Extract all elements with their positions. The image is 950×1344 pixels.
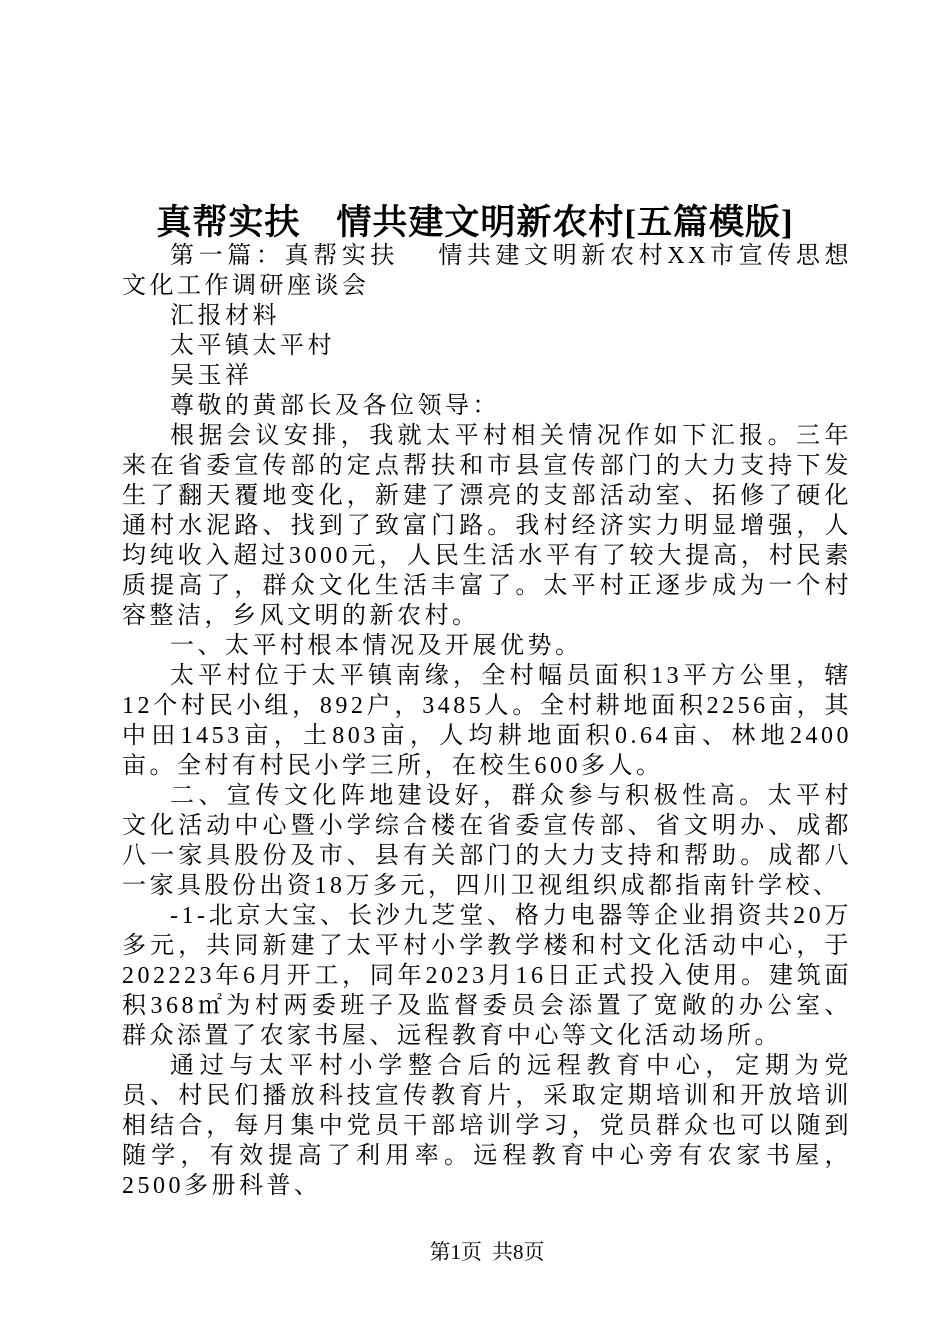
document-title: 真帮实扶 情共建文明新农村[五篇模版]: [156, 203, 794, 243]
paragraph-section-two-heading: 二、宣传文化阵地建设好，群众参与积极性高。太平村文化活动中心暨小学综合楼在省委宣传部、省文明办、成都八一家具股份及市、县有关部门的大力支持和帮助。成都八一家具股份出资18万多元，四川卫视组织成都指南针学校、: [122, 783, 852, 899]
paragraph-report-material: 汇报材料: [170, 303, 280, 329]
paragraph-author-name: 吴玉祥: [170, 363, 253, 389]
paragraph-section-one-heading: 一、太平村根本情况及开展优势。: [170, 633, 583, 659]
page-number-label: 第1页: [429, 1240, 482, 1264]
paragraph-section-two-body: -1-北京大宝、长沙九芝堂、格力电器等企业捐资共20万多元，共同新建了太平村小学教学楼和村文化活动中心，于202223年6月开工，同年2023月16日正式投入使用。建筑面积368㎡为村两委班子及监督委员会添置了宽敞的办公室、群众添置了农家书屋、远程教育中心等文化活动场所。: [122, 903, 852, 1049]
total-pages-label: 共8页: [492, 1240, 545, 1264]
paragraph-village-name: 太平镇太平村: [170, 333, 335, 359]
paragraph-intro: 根据会议安排，我就太平村相关情况作如下汇报。三年来在省委宣传部的定点帮扶和市县宣传部门的大力支持下发生了翻天覆地变化，新建了漂亮的支部活动室、拓修了硬化通村水泥路、找到了致富门路。我村经济实力明显增强，人均纯收入超过3000元，人民生活水平有了较大提高，村民素质提高了，群众文化生活丰富了。太平村正逐步成为一个村容整洁，乡风文明的新农村。: [122, 423, 852, 629]
document-body: [122, 241, 852, 1201]
paragraph-section-one-body: 太平村位于太平镇南缘，全村幅员面积13平方公里，辖12个村民小组，892户，3485人。全村耕地面积2256亩，其中田1453亩，土803亩，人均耕地面积0.64亩、林地2400亩。全村有村民小学三所，在校生600多人。: [122, 663, 852, 779]
paragraph-salutation: 尊敬的黄部长及各位领导：: [170, 393, 500, 419]
paragraph-first-title-line: 第一篇：真帮实扶 情共建文明新农村XX市宣传思想文化工作调研座谈会: [122, 243, 852, 299]
page-footer: [122, 1238, 852, 1266]
paragraph-education-center: 通过与太平村小学整合后的远程教育中心，定期为党员、村民们播放科技宣传教育片，采取定期培训和开放培训相结合，每月集中党员干部培训学习，党员群众也可以随到随学，有效提高了利用率。远程教育中心旁有农家书屋，2500多册科普、: [122, 1053, 852, 1199]
